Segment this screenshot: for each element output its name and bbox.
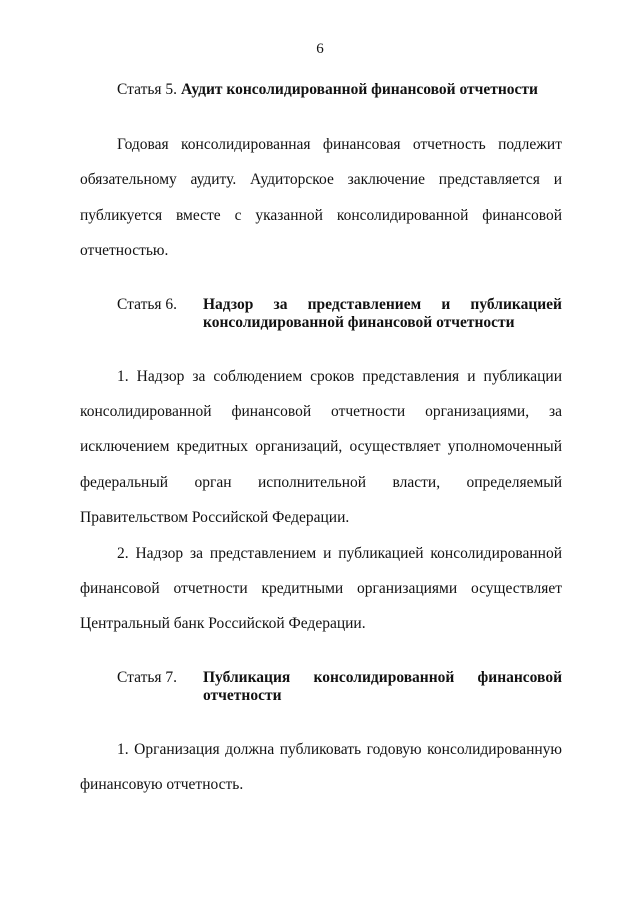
article-6-p2-line-1: 2. Надзор за представлением и публикацией консолидированной xyxy=(117,545,562,562)
article-6-title-line-1: Надзор за представлением и публикацией xyxy=(203,296,562,313)
article-6-p1-line-2: консолидированной финансовой отчетности организациями, за xyxy=(80,403,562,420)
article-5-line-4: отчетностью. xyxy=(80,242,169,259)
article-5-title: Аудит консолидированной финансовой отчетности xyxy=(180,81,538,98)
article-5-label: Статья 5. xyxy=(117,81,178,98)
article-6-p2-line-3: Центральный банк Российской Федерации. xyxy=(80,615,366,632)
article-5-line-2: обязательному аудиту. Аудиторское заключение представляется и xyxy=(80,171,562,188)
article-5-line-3: публикуется вместе с указанной консолидированной финансовой xyxy=(80,207,562,224)
article-7-title-line-2: отчетности xyxy=(203,687,282,704)
article-6-p1-line-3: исключением кредитных организаций, осуществляет уполномоченный xyxy=(80,438,562,455)
article-6-p1-line-5: Правительством Российской Федерации. xyxy=(80,509,350,526)
article-5-heading xyxy=(117,80,538,100)
article-6-title-line-2: консолидированной финансовой отчетности xyxy=(203,314,515,331)
page-number: 6 xyxy=(316,41,324,57)
article-6-label: Статья 6. xyxy=(117,296,178,313)
article-7-p1-line-2: финансовую отчетность. xyxy=(80,776,244,793)
article-7-p1-line-1: 1. Организация должна публиковать годовую консолидированную xyxy=(117,741,562,758)
article-6-p1-line-4: федеральный орган исполнительной власти, определяемый xyxy=(80,474,562,491)
article-5-line-1: Годовая консолидированная финансовая отчетность подлежит xyxy=(117,136,562,153)
article-7-title-line-1: Публикация консолидированной финансовой xyxy=(203,669,562,686)
article-7-label: Статья 7. xyxy=(117,669,178,686)
article-6-p1-line-1: 1. Надзор за соблюдением сроков представления и публикации xyxy=(117,368,562,385)
article-6-p2-line-2: финансовой отчетности кредитными организациями осуществляет xyxy=(80,580,562,597)
